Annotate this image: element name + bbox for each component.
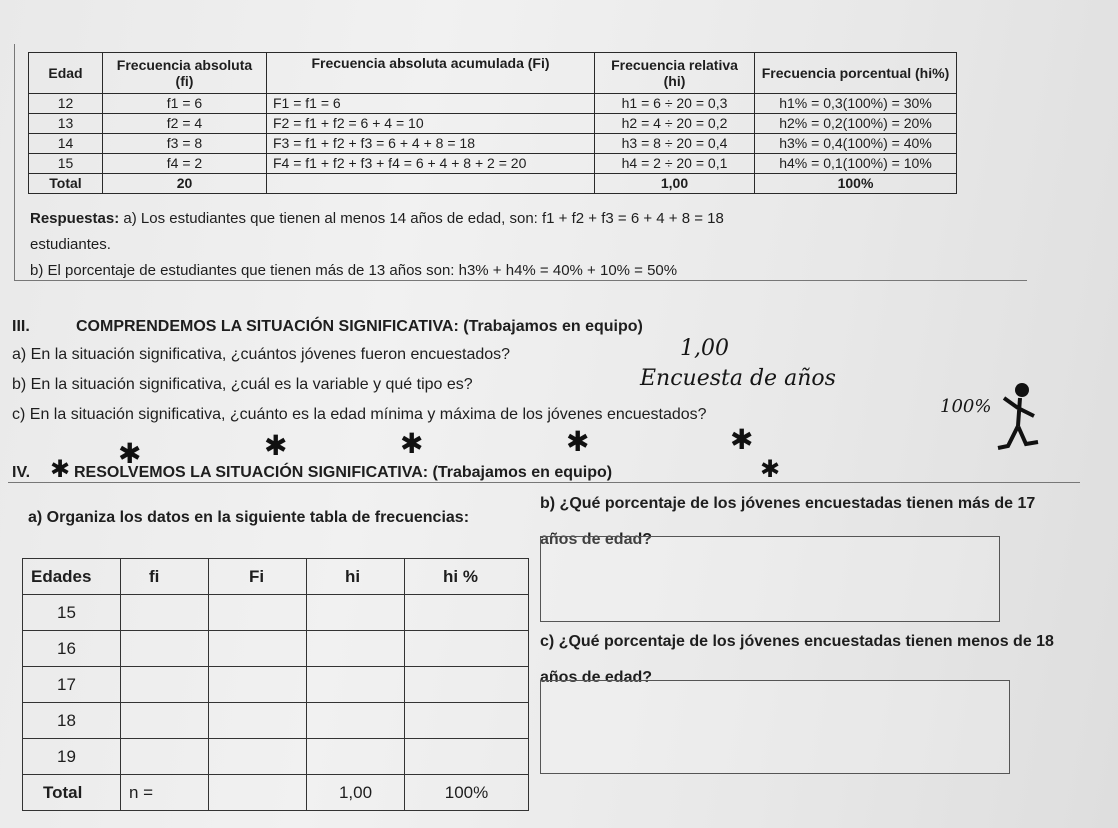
col-header: Frecuencia absoluta acumulada (Fi): [267, 53, 595, 94]
blank-cell[interactable]: [209, 667, 307, 703]
col-header: hi: [307, 559, 405, 595]
star-doodle-icon: ✱: [730, 424, 754, 455]
table-row: [23, 595, 529, 631]
star-doodle-icon: ✱: [50, 456, 71, 483]
table-header-row: [23, 559, 529, 595]
cell: h4% = 0,1(100%) = 10%: [755, 154, 957, 174]
col-header: hi %: [405, 559, 529, 595]
question-4c: c) ¿Qué porcentaje de los jóvenes encuestadas tienen menos de 18 años de edad?: [540, 633, 1054, 686]
blank-cell[interactable]: [307, 667, 405, 703]
blank-cell[interactable]: [121, 595, 209, 631]
col-header: fi: [121, 559, 209, 595]
cell: f2 = 4: [103, 114, 267, 134]
cell: h1% = 0,3(100%) = 30%: [755, 94, 957, 114]
table-row: [23, 739, 529, 775]
cell: h1 = 6 ÷ 20 = 0,3: [595, 94, 755, 114]
age-cell: 17: [23, 667, 121, 703]
cell: h4 = 2 ÷ 20 = 0,1: [595, 154, 755, 174]
blank-cell[interactable]: [209, 703, 307, 739]
question-3a: a) En la situación significativa, ¿cuántos jóvenes fueron encuestados?: [12, 346, 511, 363]
handwritten-answer-3b: Encuesta de años: [640, 366, 836, 391]
total-hi-percent: 100%: [405, 775, 529, 811]
cell: 100%: [755, 174, 957, 194]
table-row: [23, 667, 529, 703]
cell: h3% = 0,4(100%) = 40%: [755, 134, 957, 154]
answer-a-text: a) Los estudiantes que tienen al menos 14 años de edad, son: f1 + f2 + f3 = 6 + 4 + 8 = 18: [123, 210, 724, 227]
total-hi: 1,00: [307, 775, 405, 811]
frequency-table-blank: [22, 558, 529, 811]
blank-cell[interactable]: [121, 703, 209, 739]
cell: Total: [29, 174, 103, 194]
blank-cell[interactable]: [209, 775, 307, 811]
table-row: [29, 94, 957, 114]
blank-cell[interactable]: [307, 631, 405, 667]
age-cell: 15: [23, 595, 121, 631]
blank-cell[interactable]: [405, 631, 529, 667]
section-3-title: COMPRENDEMOS LA SITUACIÓN SIGNIFICATIVA: (Trabajamos en equipo): [76, 318, 643, 335]
answer-b: b) El porcentaje de estudiantes que tienen más de 13 años son: h3% + h4% = 40% + 10% = 50%: [30, 262, 678, 279]
cell: h2% = 0,2(100%) = 20%: [755, 114, 957, 134]
age-cell: 18: [23, 703, 121, 739]
blank-cell[interactable]: [405, 595, 529, 631]
col-header: Edades: [23, 559, 121, 595]
answer-box-4c[interactable]: [540, 680, 1010, 774]
blank-cell[interactable]: [209, 739, 307, 775]
table-header-row: [29, 53, 957, 94]
table-row: [23, 703, 529, 739]
blank-cell[interactable]: [121, 631, 209, 667]
blank-cell[interactable]: [121, 739, 209, 775]
blank-cell[interactable]: [121, 667, 209, 703]
star-doodle-icon: ✱: [760, 456, 781, 483]
col-header: Edad: [29, 53, 103, 94]
col-header: Frecuencia relativa (hi): [595, 53, 755, 94]
section-4-title: RESOLVEMOS LA SITUACIÓN SIGNIFICATIVA: (Trabajamos en equipo): [74, 464, 613, 481]
blank-cell[interactable]: [209, 631, 307, 667]
handwritten-answer-3a: 1,00: [680, 336, 729, 361]
col-header: Frecuencia absoluta (fi): [103, 53, 267, 94]
question-3c: c) En la situación significativa, ¿cuánto es la edad mínima y máxima de los jóvenes encuestados?: [12, 406, 707, 423]
answer-a-continued: estudiantes.: [30, 236, 111, 253]
table-row: [29, 114, 957, 134]
cell: 1,00: [595, 174, 755, 194]
blank-cell[interactable]: [405, 667, 529, 703]
answer-box-4b[interactable]: [540, 536, 1000, 622]
answers-label: Respuestas:: [30, 210, 120, 227]
star-doodle-icon: ✱: [118, 438, 142, 469]
answer-a: [30, 210, 724, 227]
table-total-row: [29, 174, 957, 194]
cell: 15: [29, 154, 103, 174]
n-label: n =: [121, 775, 209, 811]
col-header: Frecuencia porcentual (hi%): [755, 53, 957, 94]
blank-cell[interactable]: [405, 739, 529, 775]
cell: 20: [103, 174, 267, 194]
cell: f4 = 2: [103, 154, 267, 174]
blank-cell[interactable]: [405, 703, 529, 739]
question-3b: b) En la situación significativa, ¿cuál es la variable y qué tipo es?: [12, 376, 473, 393]
question-4b: b) ¿Qué porcentaje de los jóvenes encuestadas tienen más de 17 años de edad?: [540, 495, 1036, 548]
blank-cell[interactable]: [307, 703, 405, 739]
cell: h2 = 4 ÷ 20 = 0,2: [595, 114, 755, 134]
age-cell: 19: [23, 739, 121, 775]
blank-cell[interactable]: [307, 739, 405, 775]
cell: 12: [29, 94, 103, 114]
table-row: [29, 154, 957, 174]
star-doodle-icon: ✱: [400, 428, 424, 459]
cell: F4 = f1 + f2 + f3 + f4 = 6 + 4 + 8 + 2 = 20: [267, 154, 595, 174]
question-4a: a) Organiza los datos en la siguiente tabla de frecuencias:: [28, 509, 470, 526]
cell: [267, 174, 595, 194]
cell: F1 = f1 = 6: [267, 94, 595, 114]
section-3-number: III.: [12, 318, 30, 335]
cell: F3 = f1 + f2 + f3 = 6 + 4 + 8 = 18: [267, 134, 595, 154]
cell: F2 = f1 + f2 = 6 + 4 = 10: [267, 114, 595, 134]
cell: f3 = 8: [103, 134, 267, 154]
star-doodle-icon: ✱: [264, 430, 288, 461]
total-label: Total: [23, 775, 121, 811]
cell: 13: [29, 114, 103, 134]
col-header: Fi: [209, 559, 307, 595]
blank-cell[interactable]: [209, 595, 307, 631]
section-4-number: IV.: [12, 464, 31, 481]
cell: 14: [29, 134, 103, 154]
star-doodle-icon: ✱: [566, 426, 590, 457]
handwritten-answer-3c: 100%: [940, 396, 992, 417]
cell: h3 = 8 ÷ 20 = 0,4: [595, 134, 755, 154]
stick-figure-doodle-icon: [990, 368, 1050, 468]
cell: f1 = 6: [103, 94, 267, 114]
table-row: [23, 631, 529, 667]
table-row: [29, 134, 957, 154]
blank-cell[interactable]: [307, 595, 405, 631]
table-total-row: [23, 775, 529, 811]
age-cell: 16: [23, 631, 121, 667]
frequency-table-solved: [28, 52, 957, 194]
